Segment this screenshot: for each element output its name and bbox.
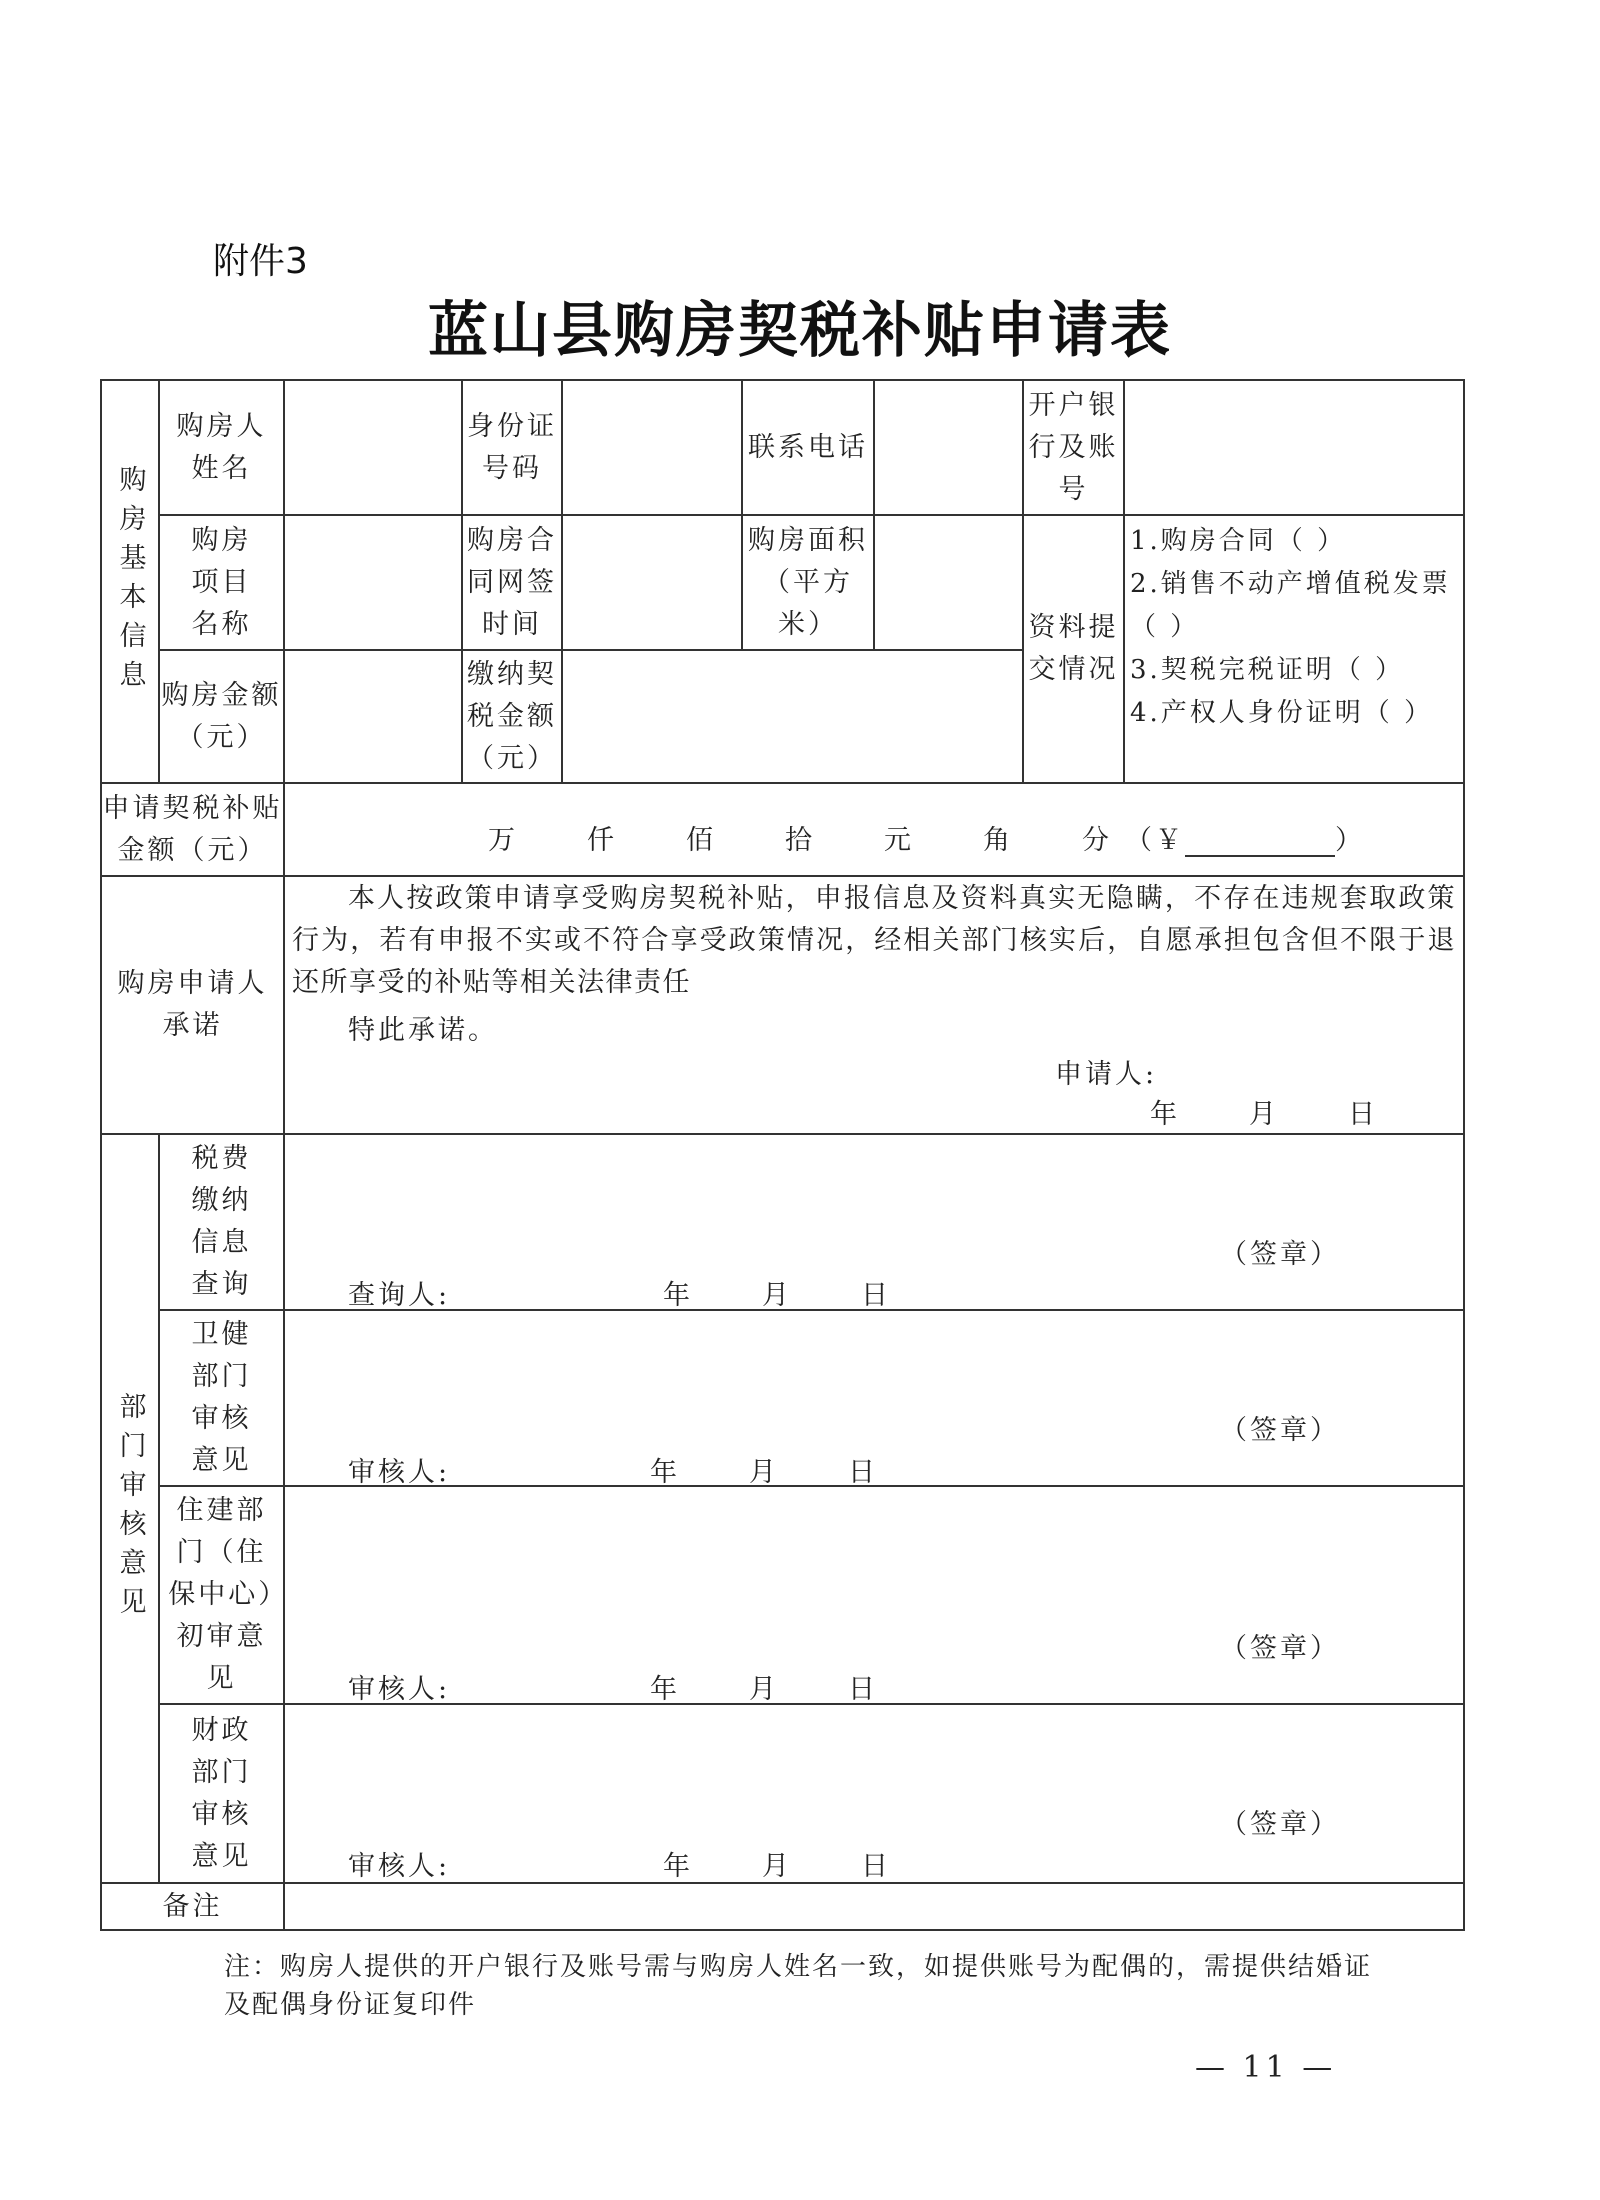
housing-reviewer-label: 审核人:: [348, 1674, 451, 1705]
area-field[interactable]: [875, 516, 1022, 649]
phone-label: 联系电话: [748, 431, 868, 463]
subsidy-amount-field[interactable]: [488, 818, 1365, 857]
documents-label: 资料提交情况: [1028, 612, 1119, 685]
finance-review-label: 财政部门审核意见: [191, 1714, 252, 1872]
seal-label: （签章）: [1220, 1239, 1340, 1270]
health-review-date: 年 月 日: [650, 1457, 881, 1488]
footnote: 注：购房人提供的开户银行及账号需与购房人姓名一致，如提供账号为配偶的，需提供结婚证及配偶身份证复印件: [224, 1952, 1373, 2020]
tax-paid-label: 缴纳契税金额（元）: [467, 658, 557, 774]
finance-review-date: 年 月 日: [663, 1851, 894, 1882]
project-name-label: 购房项目名称: [191, 524, 252, 640]
tax-query-label: 税费缴纳信息查询: [191, 1143, 252, 1300]
review-section-label: 部门审核意见: [114, 1391, 146, 1626]
page-number: — 11 —: [1195, 2050, 1337, 2085]
area-label: 购房面积（平方米）: [748, 524, 868, 640]
document-item[interactable]: 1.购房合同（ ）: [1130, 526, 1347, 556]
subsidy-yuan-prefix: （￥: [1125, 825, 1185, 856]
attachment-label: 附件3: [213, 241, 308, 282]
buyer-name-field[interactable]: [285, 381, 461, 514]
subsidy-units: 万 仟 佰 拾 元 角 分: [488, 825, 1115, 856]
id-number-field[interactable]: [563, 381, 741, 514]
documents-checklist: [1130, 520, 1460, 735]
phone-field[interactable]: [875, 381, 1022, 514]
pledge-text: 本人按政策申请享受购房契税补贴，申报信息及资料真实无隐瞒，不存在违规套取政策行为，若有申报不实或不符合享受政策情况，经相关部门核实后，自愿承担包含但不限于退还所享受的补贴等相关法律责任: [292, 883, 1456, 998]
health-review-label: 卫健部门审核意见: [191, 1319, 252, 1476]
id-number-label: 身份证号码: [467, 410, 557, 484]
remarks-field[interactable]: [285, 1884, 1463, 1929]
pledge-date: 年 月 日: [1150, 1099, 1381, 1130]
housing-review-label: 住建部门（住保中心）初审意见: [168, 1495, 275, 1694]
subsidy-yuan-suffix: ）: [1335, 825, 1365, 856]
purchase-amount-label: 购房金额（元）: [161, 679, 282, 753]
bank-account-field[interactable]: [1125, 381, 1463, 514]
subsidy-yuan-blank[interactable]: [1185, 829, 1335, 857]
pledge-closing: 特此承诺。: [348, 1015, 498, 1046]
query-person-label: 查询人:: [348, 1280, 451, 1311]
form-title: 蓝山县购房契税补贴申请表: [428, 296, 1172, 366]
purchase-amount-field[interactable]: [285, 651, 461, 782]
bank-account-label: 开户银行及账号: [1028, 389, 1119, 505]
health-reviewer-label: 审核人:: [348, 1457, 451, 1488]
query-date: 年 月 日: [663, 1280, 894, 1311]
finance-reviewer-label: 审核人:: [348, 1851, 451, 1882]
tax-paid-field[interactable]: [563, 651, 1022, 782]
seal-label: （签章）: [1220, 1809, 1340, 1840]
seal-label: （签章）: [1220, 1415, 1340, 1446]
pledge-label: 购房申请人承诺: [117, 968, 268, 1041]
contract-time-label: 购房合同网签时间: [467, 524, 557, 640]
buyer-name-label: 购房人姓名: [176, 410, 267, 484]
remarks-label: 备注: [162, 1890, 223, 1922]
basic-info-section-label: 购房基本信息: [114, 464, 146, 699]
subsidy-amount-label: 申请契税补贴金额（元）: [102, 792, 283, 866]
document-item[interactable]: 2.销售不动产增值税发票（ ）: [1130, 569, 1451, 642]
applicant-label: 申请人:: [1055, 1059, 1158, 1090]
document-item[interactable]: 4.产权人身份证明（ ）: [1130, 698, 1434, 728]
project-name-field[interactable]: [285, 516, 461, 649]
housing-review-date: 年 月 日: [650, 1674, 881, 1705]
contract-time-field[interactable]: [563, 516, 741, 649]
seal-label: （签章）: [1220, 1633, 1340, 1664]
document-item[interactable]: 3.契税完税证明（ ）: [1130, 655, 1405, 685]
